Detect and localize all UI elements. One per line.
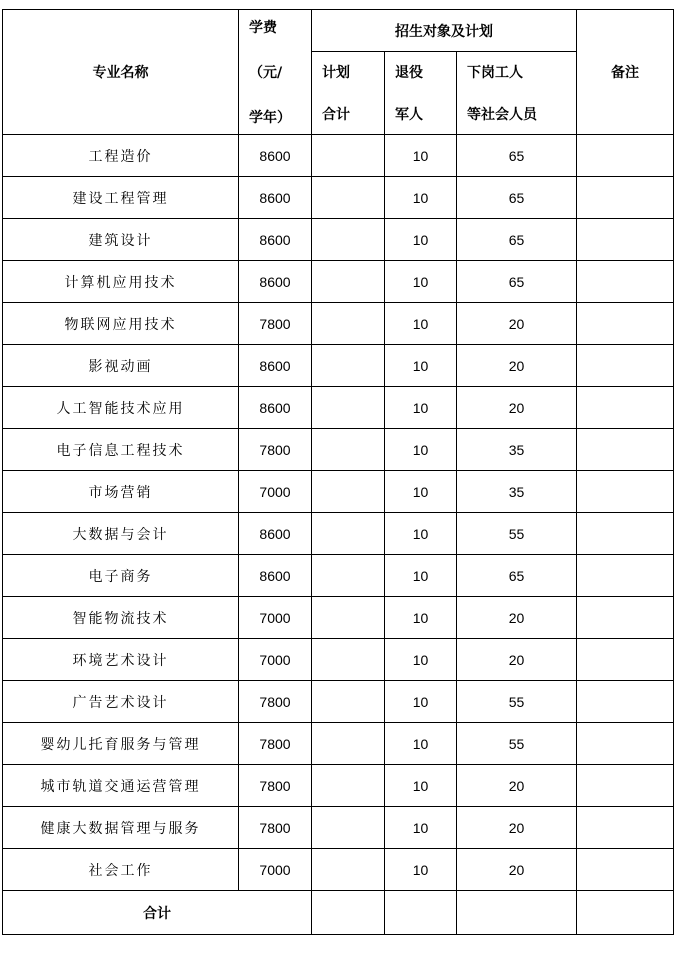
remarks-cell	[577, 261, 674, 303]
fee-cell: 8600	[239, 177, 312, 219]
plan-total-cell	[312, 135, 385, 177]
veterans-cell: 10	[385, 429, 457, 471]
plan-total-cell	[312, 807, 385, 849]
plan-total-cell	[312, 513, 385, 555]
table-row	[3, 471, 674, 513]
remarks-cell	[577, 723, 674, 765]
major-name-cell: 健康大数据管理与服务	[3, 807, 239, 849]
header-laidoff	[457, 52, 577, 135]
major-name-cell: 社会工作	[3, 849, 239, 891]
others-cell: 20	[457, 807, 577, 849]
major-name-cell: 智能物流技术	[3, 597, 239, 639]
veterans-cell: 10	[385, 177, 457, 219]
fee-cell: 8600	[239, 387, 312, 429]
veterans-cell: 10	[385, 303, 457, 345]
header-fee	[239, 10, 312, 135]
remarks-cell	[577, 135, 674, 177]
others-cell: 65	[457, 177, 577, 219]
others-cell: 35	[457, 429, 577, 471]
header-veterans-line2: 军人	[395, 107, 423, 123]
plan-total-cell	[312, 345, 385, 387]
header-laidoff-line2: 等社会人员	[467, 107, 537, 123]
others-cell: 20	[457, 639, 577, 681]
table-row	[3, 135, 674, 177]
remarks-cell	[577, 807, 674, 849]
table-row	[3, 849, 674, 891]
others-cell: 20	[457, 597, 577, 639]
others-cell: 65	[457, 261, 577, 303]
remarks-cell	[577, 345, 674, 387]
total-plan-cell	[312, 891, 385, 935]
plan-total-cell	[312, 471, 385, 513]
major-name-cell: 广告艺术设计	[3, 681, 239, 723]
veterans-cell: 10	[385, 471, 457, 513]
total-veterans-cell	[385, 891, 457, 935]
header-plan-group: 招生对象及计划	[312, 10, 577, 52]
veterans-cell: 10	[385, 135, 457, 177]
veterans-cell: 10	[385, 765, 457, 807]
table-row	[3, 639, 674, 681]
remarks-cell	[577, 849, 674, 891]
fee-cell: 7800	[239, 765, 312, 807]
veterans-cell: 10	[385, 261, 457, 303]
header-fee-line1: 学费	[249, 20, 277, 36]
fee-cell: 8600	[239, 261, 312, 303]
major-name-cell: 计算机应用技术	[3, 261, 239, 303]
veterans-cell: 10	[385, 387, 457, 429]
plan-total-cell	[312, 387, 385, 429]
others-cell: 65	[457, 219, 577, 261]
remarks-cell	[577, 513, 674, 555]
fee-cell: 8600	[239, 345, 312, 387]
header-fee-line2: （元/	[249, 65, 283, 81]
major-name-cell: 环境艺术设计	[3, 639, 239, 681]
header-laidoff-line1: 下岗工人	[467, 65, 523, 81]
plan-total-cell	[312, 303, 385, 345]
plan-total-cell	[312, 681, 385, 723]
fee-cell: 7000	[239, 849, 312, 891]
others-cell: 55	[457, 723, 577, 765]
fee-cell: 8600	[239, 135, 312, 177]
plan-total-cell	[312, 849, 385, 891]
table-row	[3, 219, 674, 261]
total-remarks-cell	[577, 891, 674, 935]
remarks-cell	[577, 387, 674, 429]
plan-total-cell	[312, 177, 385, 219]
header-plan-total-line1: 计划	[322, 65, 350, 81]
table-row	[3, 429, 674, 471]
plan-total-cell	[312, 765, 385, 807]
major-name-cell: 建筑设计	[3, 219, 239, 261]
total-label: 合计	[3, 891, 312, 935]
fee-cell: 7000	[239, 471, 312, 513]
header-row-1	[3, 10, 674, 52]
plan-total-cell	[312, 429, 385, 471]
fee-cell: 7000	[239, 639, 312, 681]
remarks-cell	[577, 639, 674, 681]
plan-total-cell	[312, 219, 385, 261]
veterans-cell: 10	[385, 723, 457, 765]
fee-cell: 7800	[239, 303, 312, 345]
remarks-cell	[577, 597, 674, 639]
veterans-cell: 10	[385, 555, 457, 597]
major-name-cell: 婴幼儿托育服务与管理	[3, 723, 239, 765]
veterans-cell: 10	[385, 513, 457, 555]
table-row	[3, 681, 674, 723]
table-row	[3, 723, 674, 765]
veterans-cell: 10	[385, 345, 457, 387]
remarks-cell	[577, 555, 674, 597]
remarks-cell	[577, 177, 674, 219]
table-row	[3, 261, 674, 303]
major-name-cell: 大数据与会计	[3, 513, 239, 555]
total-others-cell	[457, 891, 577, 935]
major-name-cell: 市场营销	[3, 471, 239, 513]
plan-total-cell	[312, 639, 385, 681]
others-cell: 20	[457, 765, 577, 807]
table-row	[3, 765, 674, 807]
header-veterans	[385, 52, 457, 135]
enrollment-plan-table	[2, 9, 674, 935]
table-row	[3, 807, 674, 849]
remarks-cell	[577, 765, 674, 807]
fee-cell: 8600	[239, 513, 312, 555]
others-cell: 65	[457, 135, 577, 177]
fee-cell: 7000	[239, 597, 312, 639]
veterans-cell: 10	[385, 849, 457, 891]
fee-cell: 8600	[239, 555, 312, 597]
major-name-cell: 电子信息工程技术	[3, 429, 239, 471]
veterans-cell: 10	[385, 219, 457, 261]
fee-cell: 8600	[239, 219, 312, 261]
others-cell: 55	[457, 513, 577, 555]
fee-cell: 7800	[239, 807, 312, 849]
header-veterans-line1: 退役	[395, 65, 423, 81]
major-name-cell: 物联网应用技术	[3, 303, 239, 345]
plan-total-cell	[312, 597, 385, 639]
major-name-cell: 电子商务	[3, 555, 239, 597]
plan-total-cell	[312, 555, 385, 597]
others-cell: 20	[457, 849, 577, 891]
remarks-cell	[577, 219, 674, 261]
others-cell: 20	[457, 345, 577, 387]
table-row	[3, 597, 674, 639]
remarks-cell	[577, 303, 674, 345]
table-row	[3, 177, 674, 219]
header-plan-total-line2: 合计	[322, 107, 350, 123]
table-row	[3, 513, 674, 555]
table-row	[3, 387, 674, 429]
major-name-cell: 影视动画	[3, 345, 239, 387]
remarks-cell	[577, 681, 674, 723]
others-cell: 65	[457, 555, 577, 597]
veterans-cell: 10	[385, 807, 457, 849]
fee-cell: 7800	[239, 723, 312, 765]
header-fee-line3: 学年）	[249, 110, 291, 126]
plan-total-cell	[312, 723, 385, 765]
others-cell: 20	[457, 387, 577, 429]
others-cell: 35	[457, 471, 577, 513]
major-name-cell: 城市轨道交通运营管理	[3, 765, 239, 807]
veterans-cell: 10	[385, 597, 457, 639]
remarks-cell	[577, 429, 674, 471]
total-row	[3, 891, 674, 935]
header-remarks: 备注	[577, 10, 674, 135]
veterans-cell: 10	[385, 639, 457, 681]
fee-cell: 7800	[239, 681, 312, 723]
plan-total-cell	[312, 261, 385, 303]
fee-cell: 7800	[239, 429, 312, 471]
major-name-cell: 人工智能技术应用	[3, 387, 239, 429]
header-plan-total	[312, 52, 385, 135]
major-name-cell: 工程造价	[3, 135, 239, 177]
remarks-cell	[577, 471, 674, 513]
major-name-cell: 建设工程管理	[3, 177, 239, 219]
table-row	[3, 345, 674, 387]
table-row	[3, 303, 674, 345]
others-cell: 55	[457, 681, 577, 723]
veterans-cell: 10	[385, 681, 457, 723]
others-cell: 20	[457, 303, 577, 345]
table-row	[3, 555, 674, 597]
header-major-name: 专业名称	[3, 10, 239, 135]
